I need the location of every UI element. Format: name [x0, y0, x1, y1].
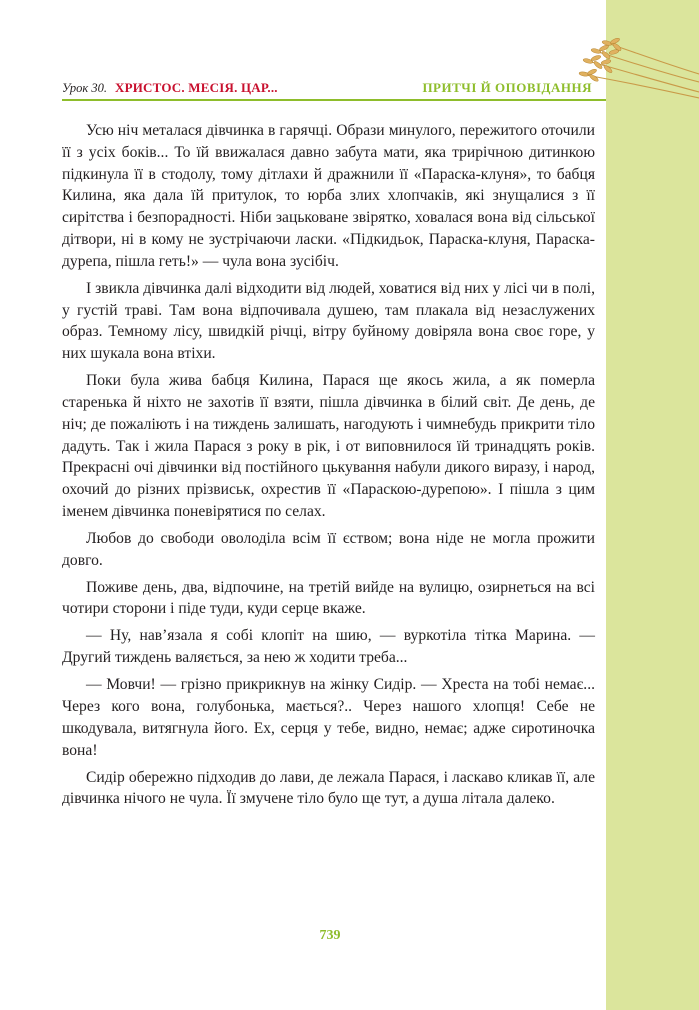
paragraph: Сидір обережно підходив до лави, де лежала Парася, і ласкаво кликав її, але дівчинка нічого не чула. Її змучене тіло було ще тут, а душа літала далеко.	[62, 768, 595, 808]
paragraph: Усю ніч металася дівчинка в гарячці. Образи минулого, пережитого оточили її з усіх боків... То їй ввижалася давно забута мати, яка трирічною дитинкою підкинула її в стодолу, тому дітлахи й дражнили її «Параска-клуня», то бабця Килина, яка дала їй притулок, то юрба злих хлопчаків, які знущалися з її сирітства і безпорадності. Ніби зацьковане звірятко, ховалася вона від сільської дітвори, ні в кому не зустрічаючи ласки. «Підкидьок, Параска-клуня, Параска-дурепа, пішла геть!» — чула вона зусібіч.	[62, 122, 595, 270]
body-text	[62, 120, 595, 815]
paragraph: — Ну, нав’язала я собі клопіт на шию, — вуркотіла тітка Марина. — Другий тиждень валяється, за нею ж ходити треба...	[62, 627, 595, 667]
section-title: ПРИТЧІ Й ОПОВІДАННЯ	[422, 80, 592, 95]
side-decor-strip	[606, 0, 699, 1010]
paragraph: І звикла дівчинка далі відходити від людей, ховатися від них у лісі чи в полі, у густій траві. Там вона відпочивала душею, там плакала від незаслужених образ. Темному лісу, швидкій річці, вітру буйному довіряла вона своє горе, у них шукала вона втіхи.	[62, 279, 595, 363]
paragraph: Поки була жива бабця Килина, Парася ще якось жила, а як померла старенька й ніхто не захотів її взяти, пішла дівчинка в білий світ. Де день, де ніч; де пожаліють і на тиждень залишать, нагодують і чимнебудь прикрити тіло дадуть. Так і жила Парася з року в рік, і от виповнилося їй тринадцять років. Прекрасні очі дівчинки від постійного цькування набули дикого виразу, і народ, охочий до різних прізвиськ, охрестив її «Параскою-дурепою». І пішла з цим іменем дівчинка поневірятися по селах.	[62, 372, 595, 520]
lesson-title: ХРИСТОС. МЕСІЯ. ЦАР...	[115, 80, 278, 95]
paragraph: — Мовчи! — грізно прикрикнув на жінку Сидір. — Хреста на тобі немає... Через кого вона, голубонька, мається?.. Через нашого хлопця! Себе не шкодувала, витягнула його. Ех, серця у тебе, видно, немає; адже сиротиночка вона!	[62, 676, 595, 759]
page-number: 739	[319, 928, 341, 943]
page-header	[62, 80, 592, 100]
paragraph: Поживе день, два, відпочине, на третій вийде на вулицю, озирнеться на всі чотири сторони і піде туди, куди серце вкаже.	[62, 578, 595, 618]
header-rule	[62, 99, 606, 101]
wheat-ears-icon	[574, 30, 699, 110]
lesson-number: Урок 30.	[62, 81, 108, 95]
paragraph: Любов до свободи оволоділа всім її єством; вона ніде не могла прожити довго.	[62, 529, 595, 569]
